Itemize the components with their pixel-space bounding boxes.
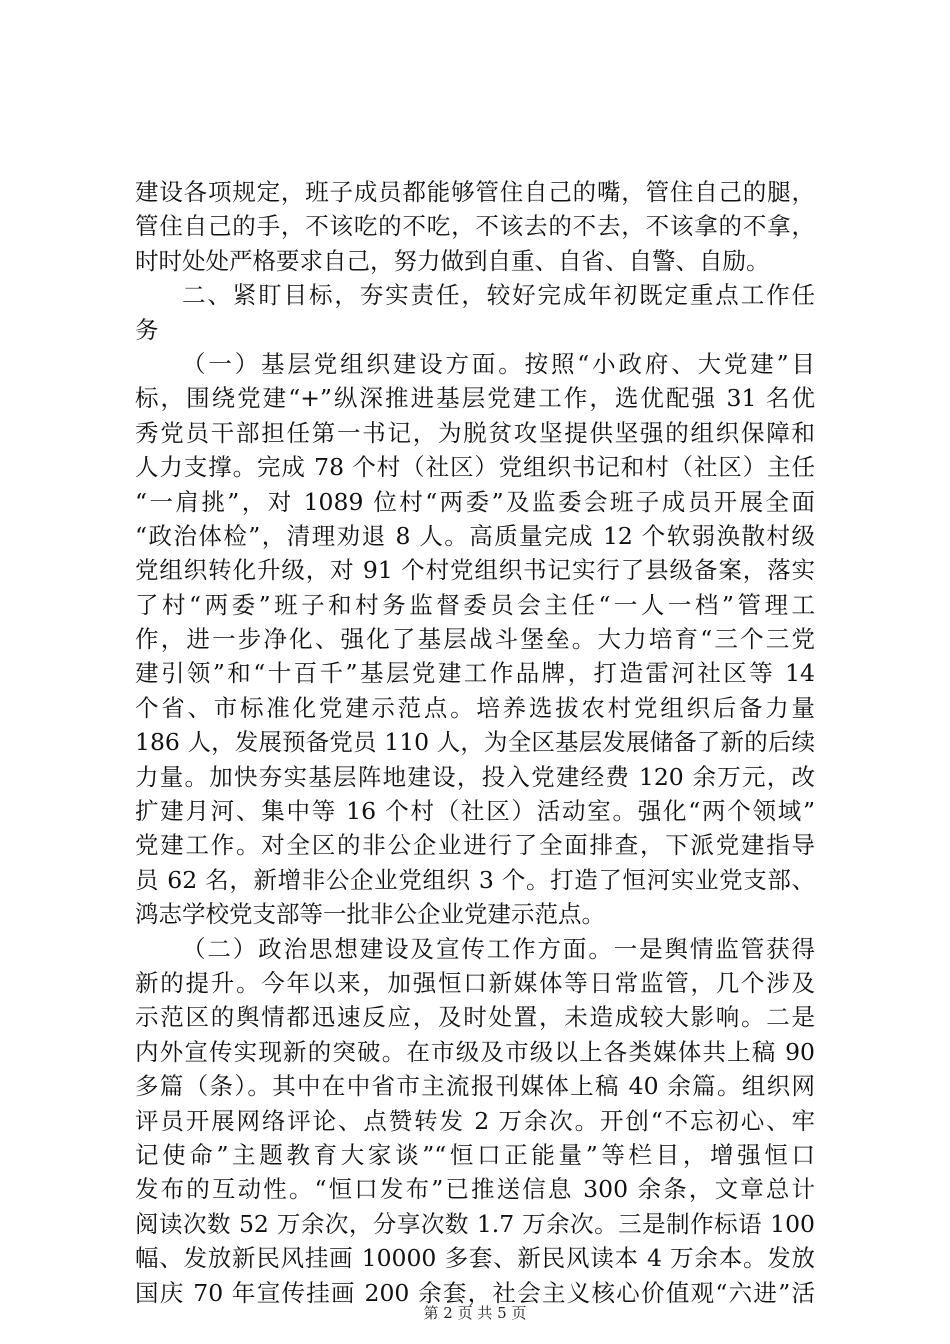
text-line: 了村“两委”班子和村务监督委员会主任“一人一档”管理工 — [135, 590, 815, 619]
text-line: 幅、发放新民风挂画 10000 多套、新民风读本 4 万余本。发放 — [135, 1244, 815, 1273]
text-line: 务 — [135, 315, 159, 344]
text-line: 示范区的舆情都迅速反应，及时处置，未造成较大影响。二是 — [135, 1003, 815, 1032]
text-line: 186 人，发展预备党员 110 人，为全区基层发展储备了新的后续 — [135, 728, 815, 757]
text-line: 标，围绕党建“+”纵深推进基层党建工作，选优配强 31 名优 — [135, 384, 815, 413]
text-line: 作，进一步净化、强化了基层战斗堡垒。大力培育“三个三党 — [135, 625, 815, 654]
text-line: 多篇（条）。其中在中省市主流报刊媒体上稿 40 余篇。组织网 — [135, 1072, 815, 1101]
document-body — [135, 175, 815, 1310]
text-line: 人力支撑。完成 78 个村（社区）党组织书记和村（社区）主任 — [135, 453, 815, 482]
page-footer: 第 2 页 共 5 页 — [423, 1304, 527, 1322]
text-line: 党组织转化升级，对 91 个村党组织书记实行了县级备案，落实 — [135, 556, 815, 585]
text-line: （二）政治思想建设及宣传工作方面。一是舆情监管获得 — [182, 934, 815, 963]
text-line: 阅读次数 52 万余次，分享次数 1.7 万余次。三是制作标语 100 — [135, 1209, 815, 1238]
text-line: 时时处处严格要求自己，努力做到自重、自省、自警、自励。 — [135, 246, 770, 275]
text-line: 党建工作。对全区的非公企业进行了全面排查，下派党建指导 — [135, 831, 815, 860]
text-line: “一肩挑”，对 1089 位村“两委”及监委会班子成员开展全面 — [135, 487, 815, 516]
text-line: 建引领”和“十百千”基层党建工作品牌，打造雷河社区等 14 — [135, 659, 815, 688]
text-line: 管住自己的手，不该吃的不吃，不该去的不去，不该拿的不拿， — [135, 212, 815, 241]
text-line: 发布的互动性。“恒口发布”已推送信息 300 余条，文章总计 — [135, 1175, 815, 1204]
text-line: 二、紧盯目标，夯实责任，较好完成年初既定重点工作任 — [182, 281, 815, 310]
text-line: 个省、市标准化党建示范点。培养选拔农村党组织后备力量 — [135, 693, 815, 722]
text-line: （一）基层党组织建设方面。按照“小政府、大党建”目 — [182, 349, 815, 378]
text-line: 建设各项规定，班子成员都能够管住自己的嘴，管住自己的腿， — [135, 178, 815, 206]
text-line: 内外宣传实现新的突破。在市级及市级以上各类媒体共上稿 90 — [135, 1037, 815, 1066]
text-line: 力量。加快夯实基层阵地建设，投入党建经费 120 余万元，改 — [135, 762, 815, 791]
text-line: 新的提升。今年以来，加强恒口新媒体等日常监管，几个涉及 — [135, 968, 815, 997]
text-line: 秀党员干部担任第一书记，为脱贫攻坚提供坚强的组织保障和 — [135, 418, 815, 447]
text-line: 扩建月河、集中等 16 个村（社区）活动室。强化“两个领域” — [135, 797, 815, 826]
text-line: 记使命”主题教育大家谈”“恒口正能量”等栏目，增强恒口 — [135, 1140, 815, 1169]
text-line: “政治体检”，清理劝退 8 人。高质量完成 12 个软弱涣散村级 — [135, 521, 815, 550]
text-line: 评员开展网络评论、点赞转发 2 万余次。开创“不忘初心、牢 — [135, 1106, 815, 1135]
text-line: 员 62 名，新增非公企业党组织 3 个。打造了恒河实业党支部、 — [135, 865, 815, 894]
text-line: 国庆 70 年宣传挂画 200 余套，社会主义核心价值观“六进”活 — [135, 1278, 815, 1307]
text-line: 鸿志学校党支部等一批非公企业党建示范点。 — [135, 900, 605, 929]
